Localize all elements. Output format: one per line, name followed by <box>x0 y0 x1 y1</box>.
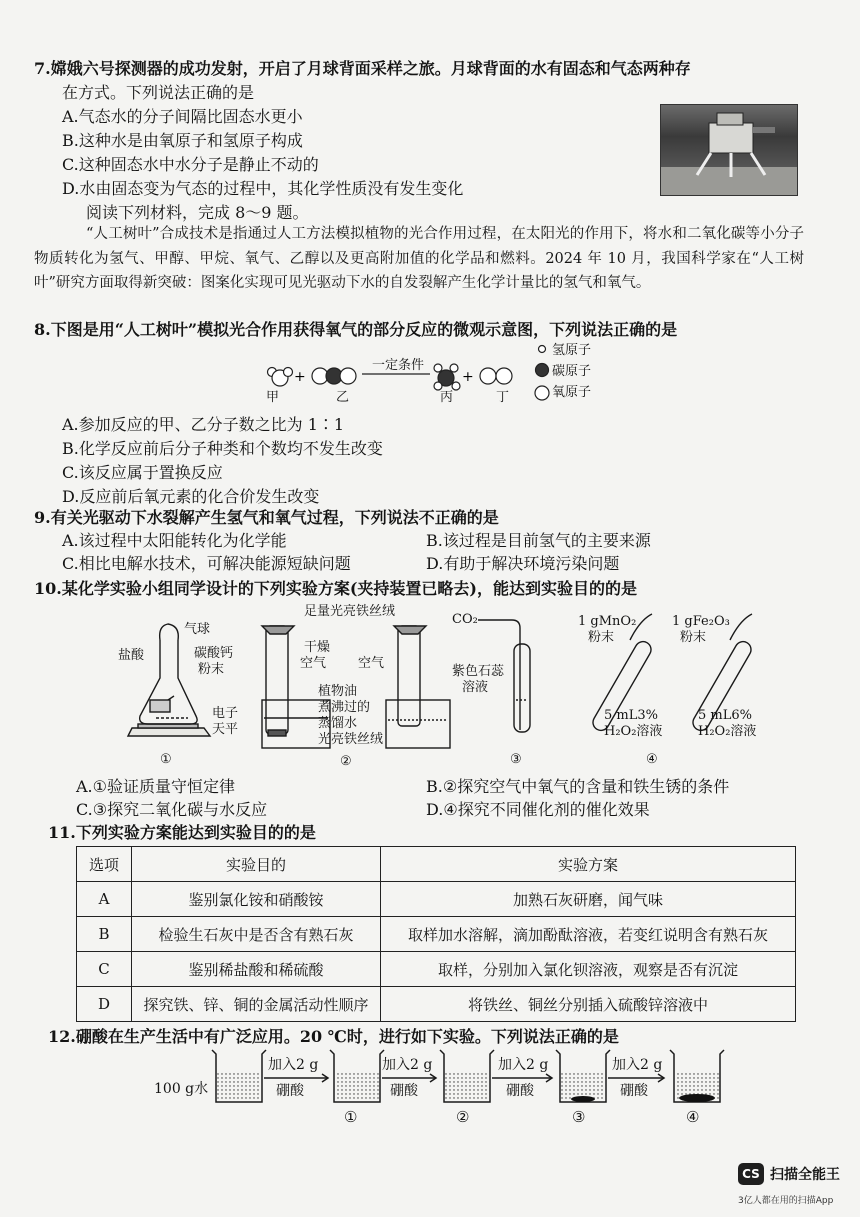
label-scale-1: 电子 <box>212 706 239 721</box>
scanner-name: 扫描全能王 <box>770 1167 840 1183</box>
plus-sign: + <box>462 369 474 385</box>
label-oil: 植物油 <box>318 684 358 699</box>
q10-option-d: D.④探究不同催化剂的催化效果 <box>426 800 650 819</box>
fig4-number: ④ <box>646 752 658 767</box>
material-intro: 阅读下列材料，完成 8～9 题。 <box>86 203 309 222</box>
row-purpose: 鉴别氯化铵和硝酸铵 <box>132 882 381 917</box>
scanner-tagline: 3亿人都在用的扫描App <box>738 1196 834 1206</box>
label-iron-wool: 足量光亮铁丝绒 <box>304 604 396 619</box>
q8-option-d: D.反应前后氧元素的化合价发生改变 <box>62 487 320 506</box>
label-dry: 干燥 <box>304 640 331 655</box>
h-atom <box>450 364 458 372</box>
label-fe2o3: 1 gFe₂O₃ <box>672 614 730 629</box>
q7-option-d: D.水由固态变为气态的过程中，其化学性质没有发生变化 <box>62 179 464 198</box>
q7-option-b: B.这种水是由氧原子和氢原子构成 <box>62 131 303 150</box>
h-atom <box>434 364 442 372</box>
beaker-1-number: ① <box>344 1108 358 1126</box>
label-acid-1: 硼酸 <box>276 1083 304 1099</box>
header-purpose: 实验目的 <box>132 847 381 882</box>
flask-balance <box>128 624 210 736</box>
q9-option-a: A.该过程中太阳能转化为化学能 <box>62 531 287 550</box>
legend-carbon: 碳原子 <box>552 364 592 379</box>
q7-stem-line1: 7.嫦娥六号探测器的成功发射，开启了月球背面采样之旅。月球背面的水有固态和气态两种存 <box>34 59 691 78</box>
row-plan: 取样，分别加入氯化钡溶液，观察是否有沉淀 <box>381 952 796 987</box>
label-acid-3: 硼酸 <box>506 1083 534 1099</box>
label-mno2-powder: 粉末 <box>588 630 615 645</box>
q8-option-b: B.化学反应前后分子种类和个数均不发生改变 <box>62 439 383 458</box>
h-atom <box>434 382 442 390</box>
c-atom <box>536 364 549 377</box>
label-powder: 粉末 <box>198 662 225 677</box>
label-add-3: 加入2 g <box>498 1057 549 1073</box>
q7-stem-line2: 在方式。下列说法正确的是 <box>62 83 255 102</box>
h-atom <box>452 382 460 390</box>
fig3-number: ③ <box>510 752 522 767</box>
beaker-3 <box>556 1050 610 1102</box>
row-option: D <box>77 987 132 1022</box>
table-row <box>77 917 796 952</box>
table-row <box>77 952 796 987</box>
q9-option-d: D.有助于解决环境污染问题 <box>426 554 620 573</box>
label-bing: 丙 <box>440 390 454 405</box>
row-purpose: 鉴别稀盐酸和稀硫酸 <box>132 952 381 987</box>
fig1-number: ① <box>160 752 172 767</box>
legend-hydrogen: 氢原子 <box>552 343 592 358</box>
table-header-row <box>77 847 796 882</box>
row-option: C <box>77 952 132 987</box>
label-add-4: 加入2 g <box>612 1057 663 1073</box>
label-litmus: 紫色石蕊 <box>452 664 505 679</box>
label-h2o2-3: 5 mL3% <box>604 708 658 723</box>
beaker-4-number: ④ <box>686 1108 700 1126</box>
o-atom <box>480 368 496 384</box>
label-scale-2: 天平 <box>212 722 239 737</box>
q9-option-b: B.该过程是目前氢气的主要来源 <box>426 531 651 550</box>
o-atom <box>535 386 549 400</box>
plus-sign: + <box>294 369 306 385</box>
material-paragraph: “人工树叶”合成技术是指通过人工方法模拟植物的光合作用过程，在太阳光的作用下，将水和二氧化碳等小分子物质转化为氢气、甲醇、甲烷、氧气、乙醇以及更高附加值的化学品和燃料。2024 年 10 月，我国科学家在“人工树叶”研究方面取得新突破：图案化实现可见光驱动下水的自发裂解产生化学计量比的氢气和氧气。 <box>34 226 804 291</box>
label-water: 100 g水 <box>154 1081 209 1097</box>
header-option: 选项 <box>77 847 132 882</box>
reaction-condition: 一定条件 <box>372 358 425 373</box>
label-mno2: 1 gMnO₂ <box>578 614 637 629</box>
q8-option-c: C.该反应属于置换反应 <box>62 463 223 482</box>
label-hcl: 盐酸 <box>118 648 145 663</box>
row-purpose: 探究铁、锌、铜的金属活动性顺序 <box>132 987 381 1022</box>
label-add-1: 加入2 g <box>268 1057 319 1073</box>
label-balloon: 气球 <box>184 622 211 637</box>
q10-option-b: B.②探究空气中氧气的含量和铁生锈的条件 <box>426 777 730 796</box>
label-yi: 乙 <box>336 390 350 405</box>
label-air: 空气 <box>358 656 385 671</box>
cs-logo-icon: CS <box>738 1163 764 1185</box>
o-atom <box>340 368 356 384</box>
h-atom <box>284 368 293 377</box>
row-purpose: 检验生石灰中是否含有熟石灰 <box>132 917 381 952</box>
row-plan: 加熟石灰研磨，闻气味 <box>381 882 796 917</box>
label-co2: CO₂ <box>452 612 478 627</box>
label-iron-wool-2: 光亮铁丝绒 <box>318 732 384 747</box>
label-boiled: 煮沸过的 <box>318 700 371 715</box>
beaker-1 <box>330 1050 384 1102</box>
table-row <box>77 987 796 1022</box>
label-h2o2-6-solution: H₂O₂溶液 <box>698 724 757 739</box>
q10-option-c: C.③探究二氧化碳与水反应 <box>76 800 268 819</box>
q7-option-c: C.这种固态水中水分子是静止不动的 <box>62 155 319 174</box>
q8-option-a: A.参加反应的甲、乙分子数之比为 1∶1 <box>62 415 345 434</box>
header-plan: 实验方案 <box>381 847 796 882</box>
row-plan: 将铁丝、铜丝分别插入硫酸锌溶液中 <box>381 987 796 1022</box>
q9-option-c: C.相比电解水技术，可解决能源短缺问题 <box>62 554 351 573</box>
beaker-start <box>212 1050 266 1102</box>
label-acid-2: 硼酸 <box>390 1083 418 1099</box>
label-litmus-solution: 溶液 <box>462 680 489 695</box>
label-h2o2-3-solution: H₂O₂溶液 <box>604 724 663 739</box>
q11-table <box>76 846 796 1022</box>
q10-option-a: A.①验证质量守恒定律 <box>76 777 235 796</box>
q9-stem: 9.有关光驱动下水裂解产生氢气和氧气过程，下列说法不正确的是 <box>34 508 499 527</box>
label-add-2: 加入2 g <box>382 1057 433 1073</box>
label-acid-4: 硼酸 <box>620 1083 648 1099</box>
row-option: A <box>77 882 132 917</box>
q10-stem: 10.某化学实验小组同学设计的下列实验方案(夹持装置已略去)，能达到实验目的的是 <box>34 579 637 598</box>
label-caco3: 碳酸钙 <box>194 646 234 661</box>
beaker-2-number: ② <box>456 1108 470 1126</box>
label-h2o2-6: 5 mL6% <box>698 708 752 723</box>
label-ding: 丁 <box>496 390 510 405</box>
beaker-4 <box>670 1050 724 1102</box>
row-plan: 取样加水溶解，滴加酚酞溶液，若变红说明含有熟石灰 <box>381 917 796 952</box>
label-fe2o3-powder: 粉末 <box>680 630 707 645</box>
h-atom <box>539 346 546 353</box>
q8-stem: 8.下图是用“人工树叶”模拟光合作用获得氧气的部分反应的微观示意图，下列说法正确的是 <box>34 320 678 339</box>
label-jia: 甲 <box>266 390 280 405</box>
q10-apparatus <box>0 600 860 770</box>
lunar-lander-photo <box>660 104 798 196</box>
q7-option-a: A.气态水的分子间隔比固态水更小 <box>62 107 303 126</box>
legend-oxygen: 氧原子 <box>552 385 592 400</box>
beaker-3-number: ③ <box>572 1108 586 1126</box>
table-row <box>77 882 796 917</box>
row-option: B <box>77 917 132 952</box>
q11-stem: 11.下列实验方案能达到实验目的的是 <box>48 823 316 842</box>
label-distilled: 蒸馏水 <box>318 716 358 731</box>
label-dry-air: 空气 <box>300 656 327 671</box>
q12-stem: 12.硼酸在生产生活中有广泛应用。20 ℃时，进行如下实验。下列说法正确的是 <box>48 1027 619 1046</box>
beaker-2 <box>440 1050 494 1102</box>
fig2-number: ② <box>340 754 352 769</box>
o-atom <box>496 368 512 384</box>
